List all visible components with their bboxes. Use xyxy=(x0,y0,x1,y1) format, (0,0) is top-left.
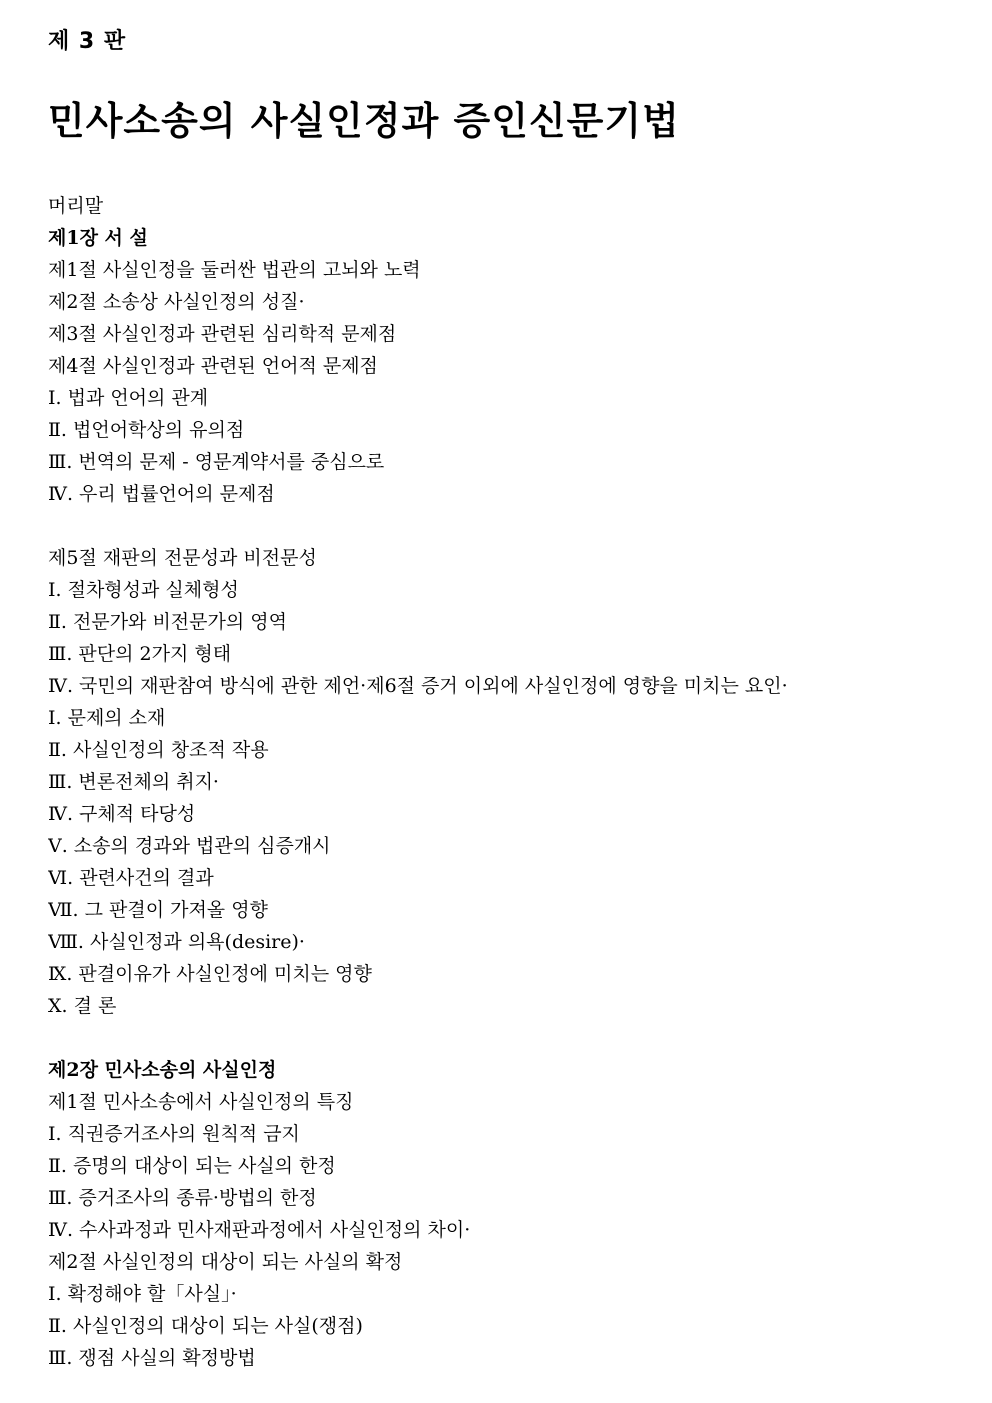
toc-entry: Ⅰ. 절차형성과 실체형성 xyxy=(48,579,239,601)
toc-entry: Ⅳ. 국민의 재판참여 방식에 관한 제언·제6절 증거 이외에 사실인정에 영향을 미치는 요인· xyxy=(48,675,788,697)
toc-entry: Ⅰ. 문제의 소재 xyxy=(48,707,166,729)
toc-entry: Ⅷ. 사실인정과 의욕(desire)· xyxy=(48,931,305,953)
toc-entry: 제1절 민사소송에서 사실인정의 특징 xyxy=(48,1091,354,1113)
toc-entry: Ⅹ. 결 론 xyxy=(48,995,117,1017)
toc-entry: Ⅰ. 확정해야 할「사실」· xyxy=(48,1283,237,1305)
table-of-contents xyxy=(48,190,968,1374)
toc-entry: 제2절 사실인정의 대상이 되는 사실의 확정 xyxy=(48,1251,403,1273)
toc-entry: Ⅲ. 판단의 2가지 형태 xyxy=(48,643,232,665)
toc-entry: Ⅶ. 그 판결이 가져올 영향 xyxy=(48,899,268,921)
toc-entry: Ⅳ. 수사과정과 민사재판과정에서 사실인정의 차이· xyxy=(48,1219,471,1241)
toc-entry: 머리말 xyxy=(48,195,104,217)
toc-entry: Ⅲ. 번역의 문제 - 영문계약서를 중심으로 xyxy=(48,451,385,473)
toc-entry: Ⅲ. 증거조사의 종류·방법의 한정 xyxy=(48,1187,317,1209)
toc-entry: 제4절 사실인정과 관련된 언어적 문제점 xyxy=(48,355,378,377)
toc-entry: Ⅰ. 직권증거조사의 원칙적 금지 xyxy=(48,1123,300,1145)
edition-label: 제 3 판 xyxy=(48,29,127,54)
toc-chapter-heading: 제1장 서 설 xyxy=(48,227,148,249)
toc-entry: Ⅰ. 법과 언어의 관계 xyxy=(48,387,209,409)
toc-entry: Ⅸ. 판결이유가 사실인정에 미치는 영향 xyxy=(48,963,372,985)
toc-entry: Ⅱ. 법언어학상의 유의점 xyxy=(48,419,245,441)
toc-entry: Ⅱ. 전문가와 비전문가의 영역 xyxy=(48,611,287,633)
toc-entry: Ⅵ. 관련사건의 결과 xyxy=(48,867,214,889)
toc-entry: Ⅲ. 쟁점 사실의 확정방법 xyxy=(48,1347,256,1369)
toc-entry: Ⅱ. 사실인정의 창조적 작용 xyxy=(48,739,269,761)
toc-spacer xyxy=(48,510,968,542)
toc-entry: Ⅱ. 사실인정의 대상이 되는 사실(쟁점) xyxy=(48,1315,363,1337)
toc-chapter-heading: 제2장 민사소송의 사실인정 xyxy=(48,1059,277,1081)
toc-entry: 제2절 소송상 사실인정의 성질· xyxy=(48,291,305,313)
toc-entry: 제1절 사실인정을 둘러싼 법관의 고뇌와 노력 xyxy=(48,259,421,281)
toc-entry: 제5절 재판의 전문성과 비전문성 xyxy=(48,547,317,569)
toc-entry: Ⅳ. 우리 법률언어의 문제점 xyxy=(48,483,275,505)
toc-entry: Ⅱ. 증명의 대상이 되는 사실의 한정 xyxy=(48,1155,336,1177)
toc-entry: 제3절 사실인정과 관련된 심리학적 문제점 xyxy=(48,323,397,345)
document-page xyxy=(48,24,968,1369)
toc-entry: Ⅴ. 소송의 경과와 법관의 심증개시 xyxy=(48,835,331,857)
toc-spacer xyxy=(48,1022,968,1054)
book-title: 민사소송의 사실인정과 증인신문기법 xyxy=(48,99,680,143)
toc-entry: Ⅳ. 구체적 타당성 xyxy=(48,803,196,825)
toc-entry: Ⅲ. 변론전체의 취지· xyxy=(48,771,219,793)
